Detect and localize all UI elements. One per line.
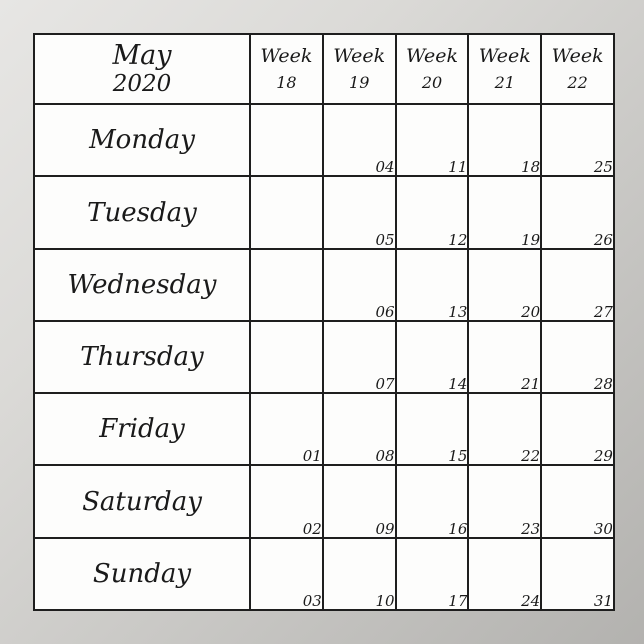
week-label: Week: [333, 45, 386, 68]
date-cell: 22: [468, 393, 541, 465]
date-cell: 21: [468, 321, 541, 393]
day-name-cell: Thursday: [34, 321, 250, 393]
date-cell: [250, 104, 323, 176]
day-name-cell: Tuesday: [34, 176, 250, 248]
date-cell: 07: [323, 321, 396, 393]
day-row-monday: [34, 104, 614, 176]
week-header-cell-21: [468, 34, 541, 104]
date-cell: 25: [541, 104, 614, 176]
date-cell: [250, 321, 323, 393]
week-header-cell-19: [323, 34, 396, 104]
month-year-cell: [34, 34, 250, 104]
week-label: Week: [406, 45, 458, 68]
date-cell: 31: [541, 538, 614, 610]
day-row-wednesday: [34, 249, 614, 321]
week-label: Week: [551, 45, 604, 68]
date-cell: 01: [250, 393, 323, 465]
date-cell: 19: [468, 176, 541, 248]
date-cell: [250, 249, 323, 321]
week-number: 19: [349, 73, 370, 93]
week-label: Week: [478, 45, 531, 68]
date-cell: 17: [396, 538, 469, 610]
date-cell: 04: [323, 104, 396, 176]
date-cell: 27: [541, 249, 614, 321]
date-cell: 12: [396, 176, 469, 248]
date-cell: 11: [396, 104, 469, 176]
day-row-sunday: [34, 538, 614, 610]
date-cell: 10: [323, 538, 396, 610]
day-row-saturday: [34, 465, 614, 537]
date-cell: 16: [396, 465, 469, 537]
date-cell: 08: [323, 393, 396, 465]
week-number: 21: [494, 73, 515, 93]
calendar-table: [33, 33, 615, 611]
week-label: Week: [260, 45, 313, 68]
week-number: 20: [421, 73, 443, 93]
date-cell: 13: [396, 249, 469, 321]
date-cell: 14: [396, 321, 469, 393]
header-row: [34, 34, 614, 104]
day-row-thursday: [34, 321, 614, 393]
date-cell: 02: [250, 465, 323, 537]
date-cell: 30: [541, 465, 614, 537]
week-number: 18: [276, 73, 297, 93]
date-cell: 05: [323, 176, 396, 248]
date-cell: 06: [323, 249, 396, 321]
week-header-cell-18: [250, 34, 323, 104]
month-label: May: [112, 39, 172, 71]
date-cell: 26: [541, 176, 614, 248]
date-cell: 15: [396, 393, 469, 465]
day-row-tuesday: [34, 176, 614, 248]
date-cell: 28: [541, 321, 614, 393]
date-cell: 03: [250, 538, 323, 610]
day-name-cell: Saturday: [34, 465, 250, 537]
week-header-cell-22: [541, 34, 614, 104]
year-label: 2020: [112, 71, 172, 98]
week-header-cell-20: [396, 34, 469, 104]
day-name-cell: Monday: [34, 104, 250, 176]
date-cell: 24: [468, 538, 541, 610]
date-cell: 18: [468, 104, 541, 176]
date-cell: 20: [468, 249, 541, 321]
day-name-cell: Friday: [34, 393, 250, 465]
day-row-friday: [34, 393, 614, 465]
date-cell: 23: [468, 465, 541, 537]
week-number: 22: [567, 73, 588, 93]
day-name-cell: Sunday: [34, 538, 250, 610]
day-name-cell: Wednesday: [34, 249, 250, 321]
date-cell: 29: [541, 393, 614, 465]
date-cell: 09: [323, 465, 396, 537]
date-cell: [250, 176, 323, 248]
